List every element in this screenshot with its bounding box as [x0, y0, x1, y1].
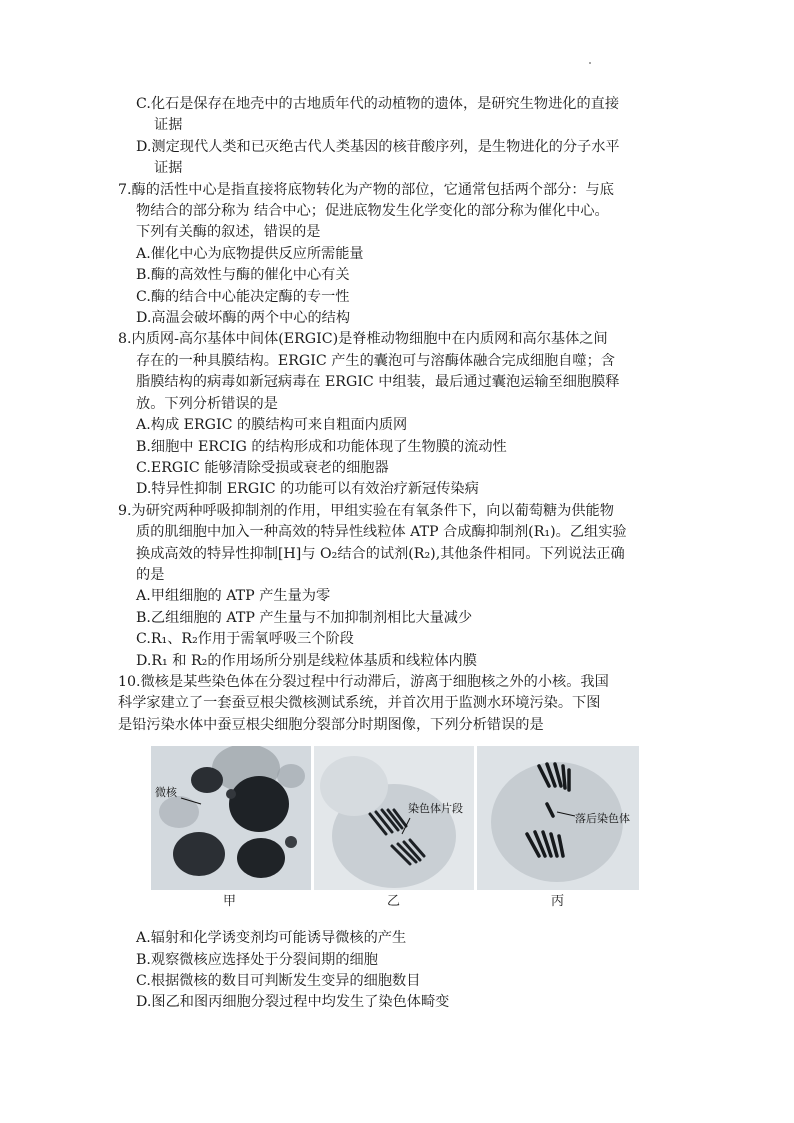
q6-option-c-line1: C.化石是保存在地壳中的古地质年代的动植物的遗体，是研究生物进化的直接 [136, 96, 620, 112]
q6-option-c [118, 94, 678, 137]
micronucleus-figure [151, 746, 639, 910]
q7-option-d: D.高温会破坏酶的两个中心的结构 [136, 310, 351, 327]
scan-dot [589, 62, 591, 64]
q10-option-a: A.辐射和化学诱变剂均可能诱导微核的产生 [136, 930, 407, 947]
q8-option-a: A.构成 ERGIC 的膜结构可来自粗面内质网 [136, 417, 408, 434]
q8-option-d: D.特异性抑制 ERGIC 的功能可以有效治疗新冠传染病 [136, 481, 479, 498]
q8-stem-line2: 存在的一种具膜结构。ERGIC 产生的囊泡可与溶酶体融合完成细胞自噬；含 [136, 352, 615, 369]
figure-captions [151, 891, 639, 909]
q9-stem-line4: 的是 [136, 566, 165, 583]
q7-option-c: C.酶的结合中心能决定酶的专一性 [136, 288, 350, 305]
q8-option-c: C.ERGIC 能够清除受损或衰老的细胞器 [136, 459, 389, 476]
q6-option-d-line2: 证据 [154, 160, 183, 177]
label-chromosome-fragment: 染色体片段 [408, 802, 463, 816]
figure-panel-yi [314, 746, 474, 890]
figure-panel-jia [151, 746, 311, 890]
question-10 [118, 672, 678, 1014]
q6-option-d [118, 137, 678, 180]
q10-option-b: B.观察微核应选择处于分裂间期的细胞 [136, 951, 378, 968]
q10-stem-line3: 是铅污染水体中蚕豆根尖细胞分裂部分时期图像，下列分析错误的是 [118, 716, 544, 733]
caption-bing: 丙 [551, 894, 565, 910]
q8-stem-line1: 8.内质网-高尔基体中间体(ERGIC)是脊椎动物细胞中在内质网和高尔基体之间 [118, 331, 608, 348]
label-lagging-chromosome: 落后染色体 [575, 812, 630, 826]
question-content [118, 94, 678, 1014]
q8-option-b: B.细胞中 ERCIG 的结构形成和功能体现了生物膜的流动性 [136, 438, 507, 455]
q7-stem-line2: 物结合的部分称为 结合中心；促进底物发生化学变化的部分称为催化中心。 [136, 203, 609, 220]
question-8 [118, 329, 678, 500]
q10-option-d: D.图乙和图丙细胞分裂过程中均发生了染色体畸变 [136, 994, 450, 1011]
q7-option-a: A.催化中心为底物提供反应所需能量 [136, 245, 364, 262]
q9-option-b: B.乙组细胞的 ATP 产生量与不加抑制剂相比大量减少 [136, 609, 473, 626]
panel-yi-image [314, 746, 474, 890]
q10-options [118, 928, 678, 1014]
q10-option-c: C.根据微核的数目可判断发生变异的细胞数目 [136, 973, 421, 989]
q9-stem-line3: 换成高效的特异性抑制[H]与 O₂结合的试剂(R₂),其他条件相同。下列说法正确 [136, 545, 625, 562]
q10-stem-line2: 科学家建立了一套蚕豆根尖微核测试系统，并首次用于监测水环境污染。下图 [118, 695, 601, 712]
q9-stem-line1: 9.为研究两种呼吸抑制剂的作用，甲组实验在有氧条件下，向以葡萄糖为供能物 [118, 502, 614, 519]
q6-option-c-line2: 证据 [154, 117, 183, 134]
q9-stem-line2: 质的肌细胞中加入一种高效的特异性线粒体 ATP 合成酶抑制剂(R₁)。乙组实验 [136, 524, 627, 541]
q9-option-d: D.R₁ 和 R₂的作用场所分别是线粒体基质和线粒体内膜 [136, 652, 477, 669]
panel-bing-image [477, 746, 639, 890]
question-9 [118, 501, 678, 672]
q6-option-d-line1: D.测定现代人类和已灭绝古代人类基因的核苷酸序列，是生物进化的分子水平 [136, 138, 620, 155]
q8-stem-line4: 放。下列分析错误的是 [136, 395, 278, 412]
q9-option-c: C.R₁、R₂作用于需氧呼吸三个阶段 [136, 631, 354, 648]
label-micronucleus: 微核 [155, 786, 177, 800]
q10-stem-line1: 10.微核是某些染色体在分裂过程中行动滞后，游离于细胞核之外的小核。我国 [118, 673, 609, 690]
panel-jia-image [151, 746, 311, 890]
caption-yi: 乙 [387, 894, 401, 910]
figure-panel-bing [477, 746, 639, 890]
q9-option-a: A.甲组细胞的 ATP 产生量为零 [136, 588, 331, 605]
q7-option-b: B.酶的高效性与酶的催化中心有关 [136, 267, 350, 284]
q7-stem-line3: 下列有关酶的叙述，错误的是 [136, 224, 321, 241]
caption-jia: 甲 [223, 894, 237, 910]
question-7 [118, 180, 678, 330]
q8-stem-line3: 脂膜结构的病毒如新冠病毒在 ERGIC 中组装，最后通过囊泡运输至细胞膜释 [136, 374, 620, 391]
q7-stem-line1: 7.酶的活性中心是指直接将底物转化为产物的部位，它通常包括两个部分：与底 [118, 181, 614, 198]
